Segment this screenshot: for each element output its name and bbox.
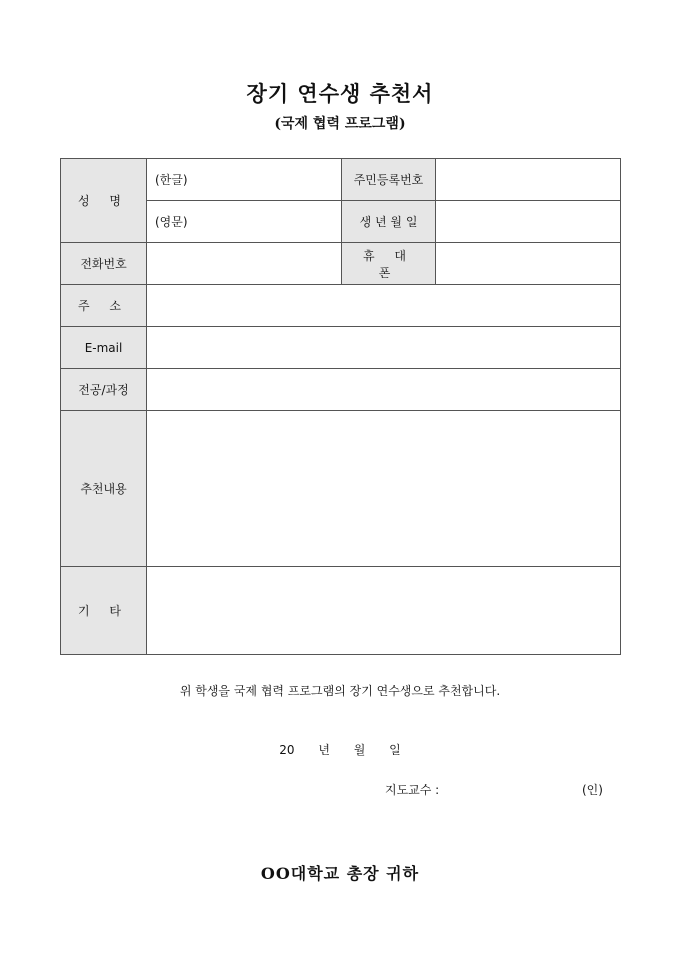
resident-id-field[interactable] — [436, 159, 621, 201]
seal-label: (인) — [582, 783, 603, 797]
other-field[interactable] — [147, 567, 621, 655]
resident-id-label: 주민등록번호 — [342, 159, 436, 201]
major-field[interactable] — [147, 369, 621, 411]
major-label: 전공/과정 — [61, 369, 147, 411]
advisor-label: 지도교수 : — [385, 783, 440, 797]
mobile-label: 휴 대 폰 — [342, 243, 436, 285]
mobile-field[interactable] — [436, 243, 621, 285]
email-label: E-mail — [61, 327, 147, 369]
birth-date-field[interactable] — [436, 201, 621, 243]
address-field[interactable] — [147, 285, 621, 327]
name-english-hint: (영문) — [155, 215, 188, 229]
addressee: OO대학교 총장 귀하 — [260, 864, 420, 883]
name-korean-hint: (한글) — [155, 173, 188, 187]
recommendation-field[interactable] — [147, 411, 621, 567]
recommendation-label: 추천내용 — [61, 411, 147, 567]
phone-field[interactable] — [147, 243, 342, 285]
recommendation-form-table — [60, 158, 621, 655]
birth-date-label: 생 년 월 일 — [342, 201, 436, 243]
date-line — [0, 741, 680, 758]
date-year-unit: 년 — [318, 743, 330, 757]
phone-label: 전화번호 — [61, 243, 147, 285]
address-label: 주 소 — [61, 285, 147, 327]
document-title: 장기 연수생 추천서 — [246, 81, 434, 106]
document-subtitle: (국제 협력 프로그램) — [274, 116, 406, 132]
recommendation-statement: 위 학생을 국제 협력 프로그램의 장기 연수생으로 추천합니다. — [179, 684, 501, 698]
date-month-unit: 월 — [353, 743, 366, 757]
name-label: 성 명 — [61, 159, 147, 243]
other-label: 기 타 — [61, 567, 147, 655]
email-field[interactable] — [147, 327, 621, 369]
name-korean-field[interactable] — [147, 159, 342, 201]
date-year: 20 — [279, 743, 295, 757]
date-day-unit: 일 — [389, 743, 401, 757]
name-english-field[interactable] — [147, 201, 342, 243]
